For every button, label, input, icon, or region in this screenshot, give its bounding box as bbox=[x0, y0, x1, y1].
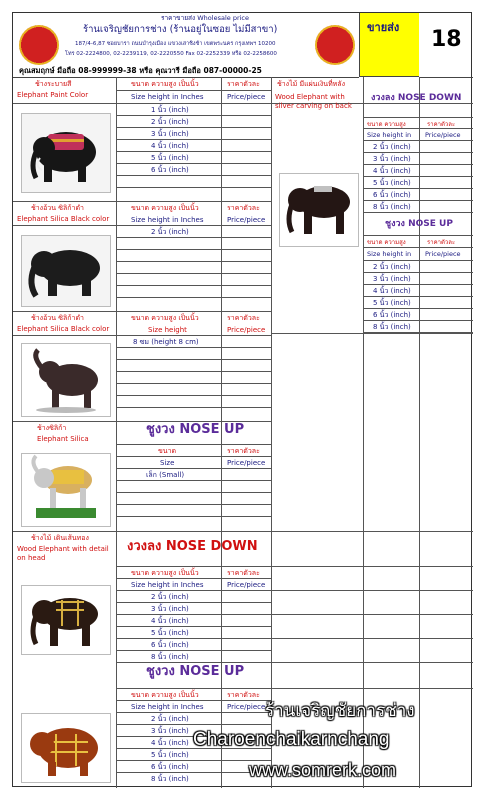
watermark-shop-th: ร้านเจริญชัยการช่าง bbox=[265, 701, 415, 720]
grid-line bbox=[116, 187, 271, 188]
p5-price-en: Price/piece bbox=[227, 581, 266, 589]
p5-size-th: ขนาด ความสูง เป็นนิ้ว bbox=[131, 569, 199, 577]
grid-line bbox=[116, 237, 271, 238]
grid-line bbox=[13, 335, 271, 336]
p1-row: 2 นิ้ว (inch) bbox=[151, 118, 189, 126]
p6-title-down: งวงลง NOSE DOWN bbox=[371, 93, 462, 103]
p1-row: 3 นิ้ว (inch) bbox=[151, 130, 189, 138]
p6-up-row: 3 นิ้ว (inch) bbox=[373, 275, 411, 283]
shop-name: ร้านเจริญชัยการช่าง (ร้านอยู่ในซอย ไม่มีสาขา) bbox=[83, 24, 278, 35]
p2-name-th: ช้างอ้วน ซิลิก้าดำ bbox=[31, 204, 84, 212]
p1-name-en: Elephant Paint Color bbox=[17, 91, 89, 99]
p6-up-price-en: Price/piece bbox=[425, 250, 461, 258]
grid-line bbox=[116, 383, 271, 384]
p1-row: 1 นิ้ว (inch) bbox=[151, 106, 189, 114]
grid-line bbox=[271, 614, 473, 615]
p6-up-row: 2 นิ้ว (inch) bbox=[373, 263, 411, 271]
p6-price-th: ราคาตัวละ bbox=[427, 121, 456, 128]
p6-up-row: 5 นิ้ว (inch) bbox=[373, 299, 411, 307]
p6-name-th: ช้างไม้ มีแผ่นเงินที่หลัง bbox=[277, 80, 346, 88]
p5-up-row: 4 นิ้ว (inch) bbox=[151, 739, 189, 747]
grid-line bbox=[363, 152, 473, 153]
grid-line bbox=[116, 700, 271, 701]
p2-size-th: ขนาด ความสูง เป็นนิ้ว bbox=[131, 204, 199, 212]
p6-size-en: Size height in bbox=[367, 131, 412, 139]
p5-row: 6 นิ้ว (inch) bbox=[151, 641, 189, 649]
p5-photo-up bbox=[21, 713, 111, 783]
grid-line bbox=[363, 188, 473, 189]
p4-price-en: Price/piece bbox=[227, 459, 266, 467]
grid-line bbox=[116, 456, 271, 457]
grid-line bbox=[116, 712, 271, 713]
grid-line bbox=[116, 504, 271, 505]
grid-line bbox=[116, 297, 271, 298]
grid-line bbox=[13, 225, 271, 226]
grid-line bbox=[116, 650, 271, 651]
grid-line bbox=[363, 320, 473, 321]
price-sheet bbox=[12, 12, 472, 787]
p5-up-row: 5 นิ้ว (inch) bbox=[151, 751, 189, 759]
wholesale-box bbox=[359, 13, 419, 77]
grid-line bbox=[116, 175, 271, 176]
grid-line bbox=[271, 333, 473, 334]
p5-up-price-en: Price/piece bbox=[227, 703, 266, 711]
grid-line bbox=[116, 261, 271, 262]
p6-row: 2 นิ้ว (inch) bbox=[373, 143, 411, 151]
p5-up-row: 3 นิ้ว (inch) bbox=[151, 727, 189, 735]
p5-up-price-th: ราคาตัวละ bbox=[227, 691, 260, 699]
p3-size-th: ขนาด ความสูง เป็นนิ้ว bbox=[131, 314, 199, 322]
header bbox=[13, 13, 359, 78]
p6-up-price-th: ราคาตัวละ bbox=[427, 239, 456, 246]
p3-photo bbox=[21, 343, 111, 417]
p1-name-th: ช้างระบายสี bbox=[35, 80, 72, 88]
grid-line bbox=[116, 444, 271, 445]
grid-line bbox=[419, 77, 420, 788]
p6-row: 6 นิ้ว (inch) bbox=[373, 191, 411, 199]
p3-size-en: Size height bbox=[148, 326, 187, 334]
grid-line bbox=[363, 140, 473, 141]
grid-line bbox=[116, 407, 271, 408]
p5-up-size-th: ขนาด ความสูง เป็นนิ้ว bbox=[131, 691, 199, 699]
p2-row: 2 นิ้ว (inch) bbox=[151, 228, 189, 236]
grid-line bbox=[271, 590, 473, 591]
p2-price-en: Price/piece bbox=[227, 216, 266, 224]
grid-line bbox=[13, 531, 271, 532]
p5-row: 4 นิ้ว (inch) bbox=[151, 617, 189, 625]
p5-row: 8 นิ้ว (inch) bbox=[151, 653, 189, 661]
shop-logo-right bbox=[315, 25, 355, 65]
grid-line bbox=[271, 688, 473, 689]
p2-size-en: Size height in Inches bbox=[131, 216, 204, 224]
p1-row: 5 นิ้ว (inch) bbox=[151, 154, 189, 162]
grid-line bbox=[363, 164, 473, 165]
contact-line: คุณสมฤกษ์ มือถือ 08-999999-38 หรือ คุณวารี มือถือ 087-00000-25 bbox=[19, 66, 262, 75]
grid-line bbox=[116, 566, 271, 567]
p5-row: 3 นิ้ว (inch) bbox=[151, 605, 189, 613]
grid-line bbox=[363, 235, 473, 236]
grid-line bbox=[116, 468, 271, 469]
p3-row: 8 ซม (height 8 cm) bbox=[133, 338, 199, 346]
grid-line bbox=[116, 492, 271, 493]
grid-line bbox=[363, 212, 473, 213]
p5-title-up: ชูงวง NOSE UP bbox=[146, 664, 245, 679]
grid-line bbox=[116, 614, 271, 615]
p5-up-row: 6 นิ้ว (inch) bbox=[151, 763, 189, 771]
grid-line bbox=[116, 662, 271, 663]
p6-up-size-en: Size height in bbox=[367, 250, 412, 258]
p4-row: เล็ก (Small) bbox=[146, 471, 185, 479]
grid-line bbox=[363, 77, 364, 788]
p6-up-row: 8 นิ้ว (inch) bbox=[373, 323, 411, 331]
grid-line bbox=[116, 347, 271, 348]
p4-photo bbox=[21, 453, 111, 527]
p3-name-en: Elephant Silica Black color bbox=[17, 325, 110, 333]
grid-line bbox=[116, 77, 117, 788]
grid-line bbox=[271, 638, 473, 639]
grid-line bbox=[116, 249, 271, 250]
p1-price-th: ราคาตัวละ bbox=[227, 80, 260, 88]
p4-name-th: ช้างซิลิก้า bbox=[37, 424, 67, 432]
p4-size-en: Size bbox=[160, 459, 175, 467]
grid-line bbox=[271, 566, 473, 567]
grid-line bbox=[116, 772, 271, 773]
p2-name-en: Elephant Silica Black color bbox=[17, 215, 110, 223]
grid-line bbox=[116, 590, 271, 591]
grid-line bbox=[116, 760, 271, 761]
p5-photo-down bbox=[21, 585, 111, 655]
grid-line bbox=[116, 139, 271, 140]
grid-line bbox=[116, 688, 271, 689]
grid-line bbox=[13, 201, 271, 202]
p5-name-th: ช้างไม้ เดินเส้นทอง bbox=[31, 534, 89, 542]
grid-line bbox=[363, 296, 473, 297]
wholesale-label: ขายส่ง bbox=[367, 21, 400, 34]
p1-row: 4 นิ้ว (inch) bbox=[151, 142, 189, 150]
grid-line bbox=[271, 531, 473, 532]
grid-line bbox=[116, 371, 271, 372]
p5-up-row: 2 นิ้ว (inch) bbox=[151, 715, 189, 723]
p4-price-th: ราคาตัวละ bbox=[227, 447, 260, 455]
p6-size-th: ขนาด ความสูง bbox=[367, 121, 406, 128]
grid-line bbox=[116, 626, 271, 627]
p6-title-up: ชูงวง NOSE UP bbox=[385, 219, 453, 229]
page-number-box bbox=[419, 13, 473, 78]
p6-row: 8 นิ้ว (inch) bbox=[373, 203, 411, 211]
p2-photo bbox=[21, 235, 111, 307]
p3-name-th: ช้างอ้วน ซิลิก้าดำ bbox=[31, 314, 84, 322]
p5-name-en: Wood Elephant with detail on head bbox=[17, 545, 109, 562]
p6-row: 5 นิ้ว (inch) bbox=[373, 179, 411, 187]
p5-row: 2 นิ้ว (inch) bbox=[151, 593, 189, 601]
p4-size-th: ขนาด bbox=[158, 447, 177, 455]
p3-price-en: Price/piece bbox=[227, 326, 266, 334]
p1-price-en: Price/piece bbox=[227, 93, 266, 101]
p1-size-en: Size height in Inches bbox=[131, 93, 204, 101]
grid-line bbox=[363, 247, 473, 248]
shop-logo-left bbox=[19, 25, 59, 65]
p4-name-en: Elephant Silica bbox=[37, 435, 89, 443]
grid-line bbox=[116, 151, 271, 152]
watermark-url: www.somrerk.com bbox=[249, 760, 397, 780]
grid-line bbox=[116, 285, 271, 286]
watermark-shop-en: Charoenchaikarnchang bbox=[193, 729, 390, 750]
price-note: ราคาขายส่ง Wholesale price bbox=[161, 14, 249, 22]
page-number: 18 bbox=[431, 27, 462, 52]
p6-up-row: 4 นิ้ว (inch) bbox=[373, 287, 411, 295]
grid-line bbox=[116, 480, 271, 481]
grid-line bbox=[116, 516, 271, 517]
grid-line bbox=[363, 200, 473, 201]
p6-photo bbox=[279, 173, 359, 247]
grid-line bbox=[363, 284, 473, 285]
grid-line bbox=[116, 163, 271, 164]
grid-line bbox=[363, 176, 473, 177]
p6-row: 4 นิ้ว (inch) bbox=[373, 167, 411, 175]
grid-line bbox=[116, 359, 271, 360]
grid-line bbox=[116, 395, 271, 396]
grid-line bbox=[116, 115, 271, 116]
p6-row: 3 นิ้ว (inch) bbox=[373, 155, 411, 163]
shop-phones: โทร 02-2224800, 02-2239119, 02-2220550 Fax 02-2252339 หรือ 02-2258600 bbox=[65, 51, 277, 57]
p6-price-en: Price/piece bbox=[425, 131, 461, 139]
shop-address: 187/4-6,87 ซอยบารา ถนนบำรุงเมือง แขวงเสาชิงช้า เขตพระนคร กรุงเทพฯ 10200 bbox=[75, 41, 276, 47]
grid-line bbox=[271, 662, 473, 663]
grid-line bbox=[363, 260, 473, 261]
grid-line bbox=[363, 272, 473, 273]
grid-line bbox=[116, 602, 271, 603]
p5-up-size-en: Size height in Inches bbox=[131, 703, 204, 711]
grid-line bbox=[363, 308, 473, 309]
p2-price-th: ราคาตัวละ bbox=[227, 204, 260, 212]
grid-line bbox=[271, 77, 272, 788]
p1-row: 6 นิ้ว (inch) bbox=[151, 166, 189, 174]
grid-line bbox=[363, 117, 473, 118]
p1-size-th: ขนาด ความสูง เป็นนิ้ว bbox=[131, 80, 199, 88]
p4-title: ชูงวง NOSE UP bbox=[146, 422, 245, 437]
p5-size-en: Size height in Inches bbox=[131, 581, 204, 589]
p5-row: 5 นิ้ว (inch) bbox=[151, 629, 189, 637]
p5-title-down: งวงลง NOSE DOWN bbox=[127, 539, 258, 554]
p5-price-th: ราคาตัวละ bbox=[227, 569, 260, 577]
grid-line bbox=[363, 128, 473, 129]
p3-price-th: ราคาตัวละ bbox=[227, 314, 260, 322]
grid-line bbox=[116, 90, 271, 91]
grid-line bbox=[13, 311, 271, 312]
p6-up-row: 6 นิ้ว (inch) bbox=[373, 311, 411, 319]
p1-photo bbox=[21, 113, 111, 193]
p5-up-row: 8 นิ้ว (inch) bbox=[151, 775, 189, 783]
grid-line bbox=[116, 273, 271, 274]
grid-line bbox=[116, 578, 271, 579]
p6-name-en: Wood Elephant with silver carving on back bbox=[275, 93, 352, 110]
grid-line bbox=[116, 127, 271, 128]
p6-up-size-th: ขนาด ความสูง bbox=[367, 239, 406, 246]
grid-line bbox=[116, 724, 271, 725]
grid-line bbox=[116, 638, 271, 639]
